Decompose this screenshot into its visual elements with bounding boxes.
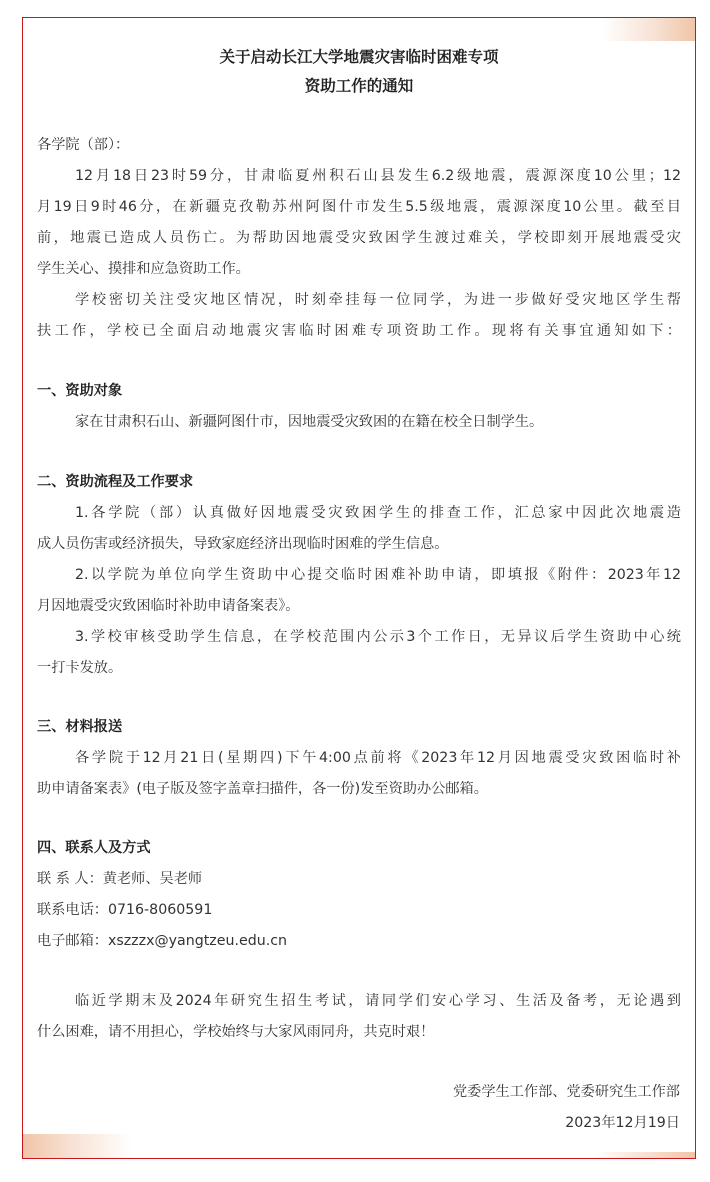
salutation: 各学院（部）：	[37, 137, 130, 153]
notice-frame	[22, 17, 696, 1159]
section-2-heading: 二、资助流程及工作要求	[37, 474, 194, 490]
section-3-line: 各学院于12月21日(星期四)下午4:00点前将《2023年12月因地震受灾致困临时补	[75, 750, 681, 766]
section-1-heading: 一、资助对象	[37, 383, 123, 399]
title-line-1: 关于启动长江大学地震灾害临时困难专项	[219, 48, 499, 66]
closing-line: 什么困难，请不用担心，学校始终与大家风雨同舟，共克时艰！	[37, 1024, 435, 1040]
intro-line: 学校密切关注受灾地区情况，时刻牵挂每一位同学，为进一步做好受灾地区学生帮	[75, 292, 681, 308]
title-line-2: 资助工作的通知	[304, 77, 414, 95]
contact-phone: 联系电话：0716-8060591	[37, 902, 213, 918]
section-4-heading: 四、联系人及方式	[37, 840, 151, 856]
intro-line: 扶工作，学校已全面启动地震灾害临时困难专项资助工作。现将有关事宜通知如下：	[37, 323, 681, 339]
section-2-line: 成人员伤害或经济损失，导致家庭经济出现临时困难的学生信息。	[37, 536, 449, 552]
section-2-line: 月因地震受灾致困临时补助申请备案表》。	[37, 598, 300, 614]
section-2-line: 3.学校审核受助学生信息，在学校范围内公示3个工作日，无异议后学生资助中心统	[75, 629, 681, 645]
section-1-line: 家在甘肃积石山、新疆阿图什市，因地震受灾致困的在籍在校全日制学生。	[75, 414, 544, 430]
section-3-line: 助申请备案表》(电子版及签字盖章扫描件，各一份)发至资助办公邮箱。	[37, 781, 488, 797]
intro-line: 前，地震已造成人员伤亡。为帮助因地震受灾致困学生渡过难关，学校即刻开展地震受灾	[37, 230, 681, 246]
date: 2023年12月19日	[565, 1115, 680, 1131]
section-2-line: 1.各学院（部）认真做好因地震受灾致困学生的排查工作，汇总家中因此次地震造	[75, 505, 681, 521]
closing-line: 临近学期末及2024年研究生招生考试，请同学们安心学习、生活及备考，无论遇到	[75, 993, 681, 1009]
contact-email[interactable]: 电子邮箱：xszzzx@yangtzeu.edu.cn	[37, 933, 288, 949]
intro-line: 月19日9时46分，在新疆克孜勒苏州阿图什市发生5.5级地震，震源深度10公里。截至目	[37, 199, 681, 215]
section-2-line: 一打卡发放。	[37, 660, 123, 676]
contact-person: 联 系 人：黄老师、吴老师	[37, 871, 203, 887]
section-3-heading: 三、材料报送	[37, 719, 123, 735]
intro-line: 学生关心、摸排和应急资助工作。	[37, 261, 250, 277]
intro-line: 12月18日23时59分，甘肃临夏州积石山县发生6.2级地震，震源深度10公里；12	[75, 168, 681, 184]
section-2-line: 2.以学院为单位向学生资助中心提交临时困难补助申请，即填报《附件：2023年12	[75, 567, 681, 583]
signature: 党委学生工作部、党委研究生工作部	[452, 1084, 680, 1100]
